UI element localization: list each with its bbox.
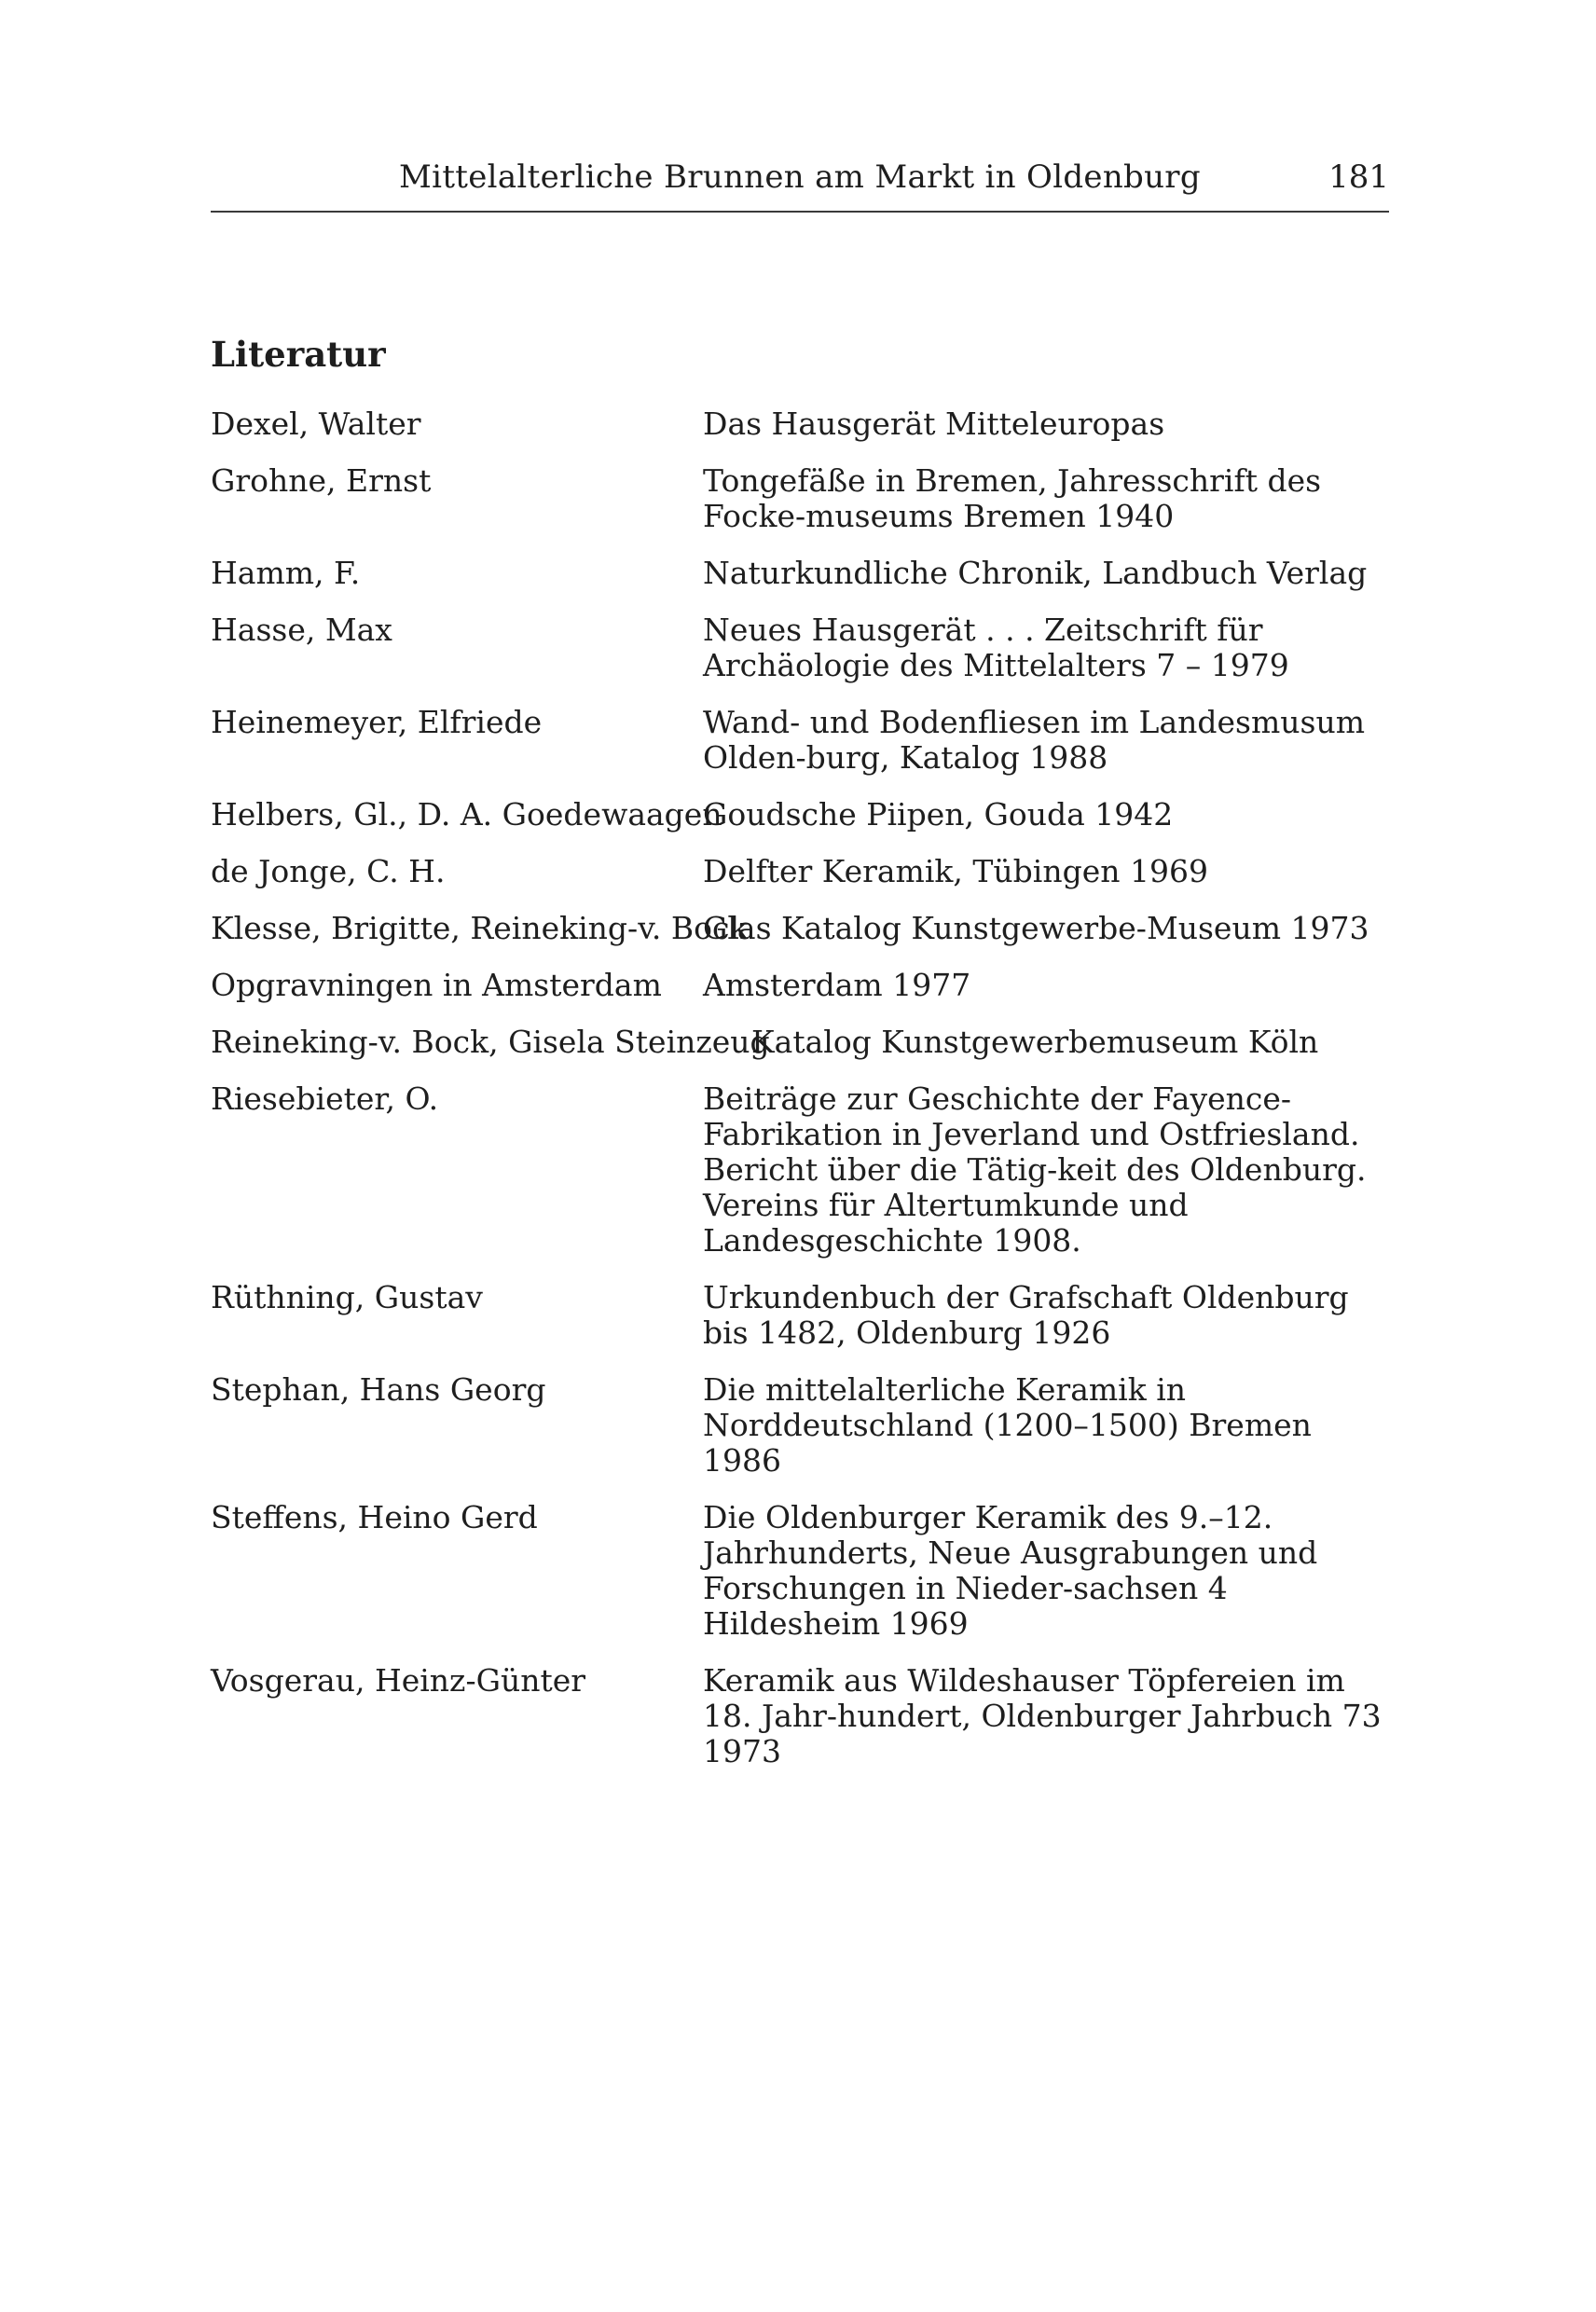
reference-title: Goudsche Piipen, Gouda 1942: [703, 796, 1174, 833]
running-title: Mittelalterliche Brunnen am Markt in Oldenburg: [399, 158, 1201, 196]
reference-title: Amsterdam 1977: [703, 967, 971, 1003]
reference-entry: [211, 1500, 1389, 1642]
reference-entry: [211, 1025, 1389, 1060]
reference-author: Hamm, F.: [211, 555, 361, 591]
reference-author: Dexel, Walter: [211, 406, 421, 442]
reference-title: Keramik aus Wildeshauser Töpfereien im 18. Jahr-hundert, Oldenburger Jahrbuch 73 1973: [703, 1662, 1382, 1769]
reference-entry: [211, 612, 1389, 683]
reference-author: Rüthning, Gustav: [211, 1279, 483, 1315]
reference-title: Das Hausgerät Mitteleuropas: [703, 406, 1165, 442]
reference-title: Glas Katalog Kunstgewerbe-Museum 1973: [703, 910, 1369, 946]
reference-entry: [211, 556, 1389, 591]
reference-entry: [211, 705, 1389, 776]
reference-author: Reineking-v. Bock, Gisela Steinzeug: [211, 1024, 770, 1060]
reference-entry: [211, 1280, 1389, 1351]
reference-title: Tongefäße in Bremen, Jahresschrift des Focke-museums Bremen 1940: [703, 462, 1322, 534]
reference-title: Neues Hausgerät . . . Zeitschrift für Archäologie des Mittelalters 7 – 1979: [703, 612, 1289, 683]
reference-author: Helbers, Gl., D. A. Goedewaagen: [211, 796, 722, 833]
reference-author: de Jonge, C. H.: [211, 853, 446, 889]
reference-entry: [211, 1663, 1389, 1769]
reference-author: Riesebieter, O.: [211, 1080, 439, 1117]
reference-entry: [211, 1372, 1389, 1479]
reference-title: Urkundenbuch der Grafschaft Oldenburg bis 1482, Oldenburg 1926: [703, 1279, 1349, 1351]
reference-entry: [211, 911, 1389, 946]
reference-entry: [211, 1081, 1389, 1259]
reference-author: Opgravningen in Amsterdam: [211, 967, 662, 1003]
page-number: 181: [1328, 158, 1389, 196]
reference-author: Klesse, Brigitte, Reineking-v. Bock: [211, 910, 749, 946]
reference-entry: [211, 406, 1389, 442]
reference-author: Heinemeyer, Elfriede: [211, 704, 543, 740]
reference-title: Die Oldenburger Keramik des 9.–12. Jahrhunderts, Neue Ausgrabungen und Forschungen in Nieder-sachsen 4 Hildesheim 1969: [703, 1499, 1318, 1642]
running-header: [211, 158, 1389, 213]
reference-author: Grohne, Ernst: [211, 462, 432, 499]
reference-title: Die mittelalterliche Keramik in Norddeutschland (1200–1500) Bremen 1986: [703, 1371, 1312, 1479]
reference-title: Naturkundliche Chronik, Landbuch Verlag: [703, 555, 1368, 591]
reference-author: Stephan, Hans Georg: [211, 1371, 546, 1408]
reference-entry: [211, 463, 1389, 534]
reference-entry: [211, 797, 1389, 833]
reference-author: Hasse, Max: [211, 612, 392, 648]
reference-title: Wand- und Bodenfliesen im Landesmusum Olden-burg, Katalog 1988: [703, 704, 1365, 776]
reference-author: Steffens, Heino Gerd: [211, 1499, 538, 1535]
reference-list: [211, 406, 1389, 1791]
reference-title: Beiträge zur Geschichte der Fayence-Fabrikation in Jeverland und Ostfriesland. Bericht über die Tätig-keit des Oldenburg. Vereins für Altertumkunde und Landesgeschichte 1908.: [703, 1080, 1367, 1259]
reference-entry: [211, 968, 1389, 1003]
section-title: Literatur: [211, 334, 386, 375]
reference-author: Vosgerau, Heinz-Günter: [211, 1662, 586, 1699]
reference-title: Katalog Kunstgewerbemuseum Köln: [751, 1024, 1319, 1060]
reference-entry: [211, 854, 1389, 889]
reference-title: Delfter Keramik, Tübingen 1969: [703, 853, 1208, 889]
